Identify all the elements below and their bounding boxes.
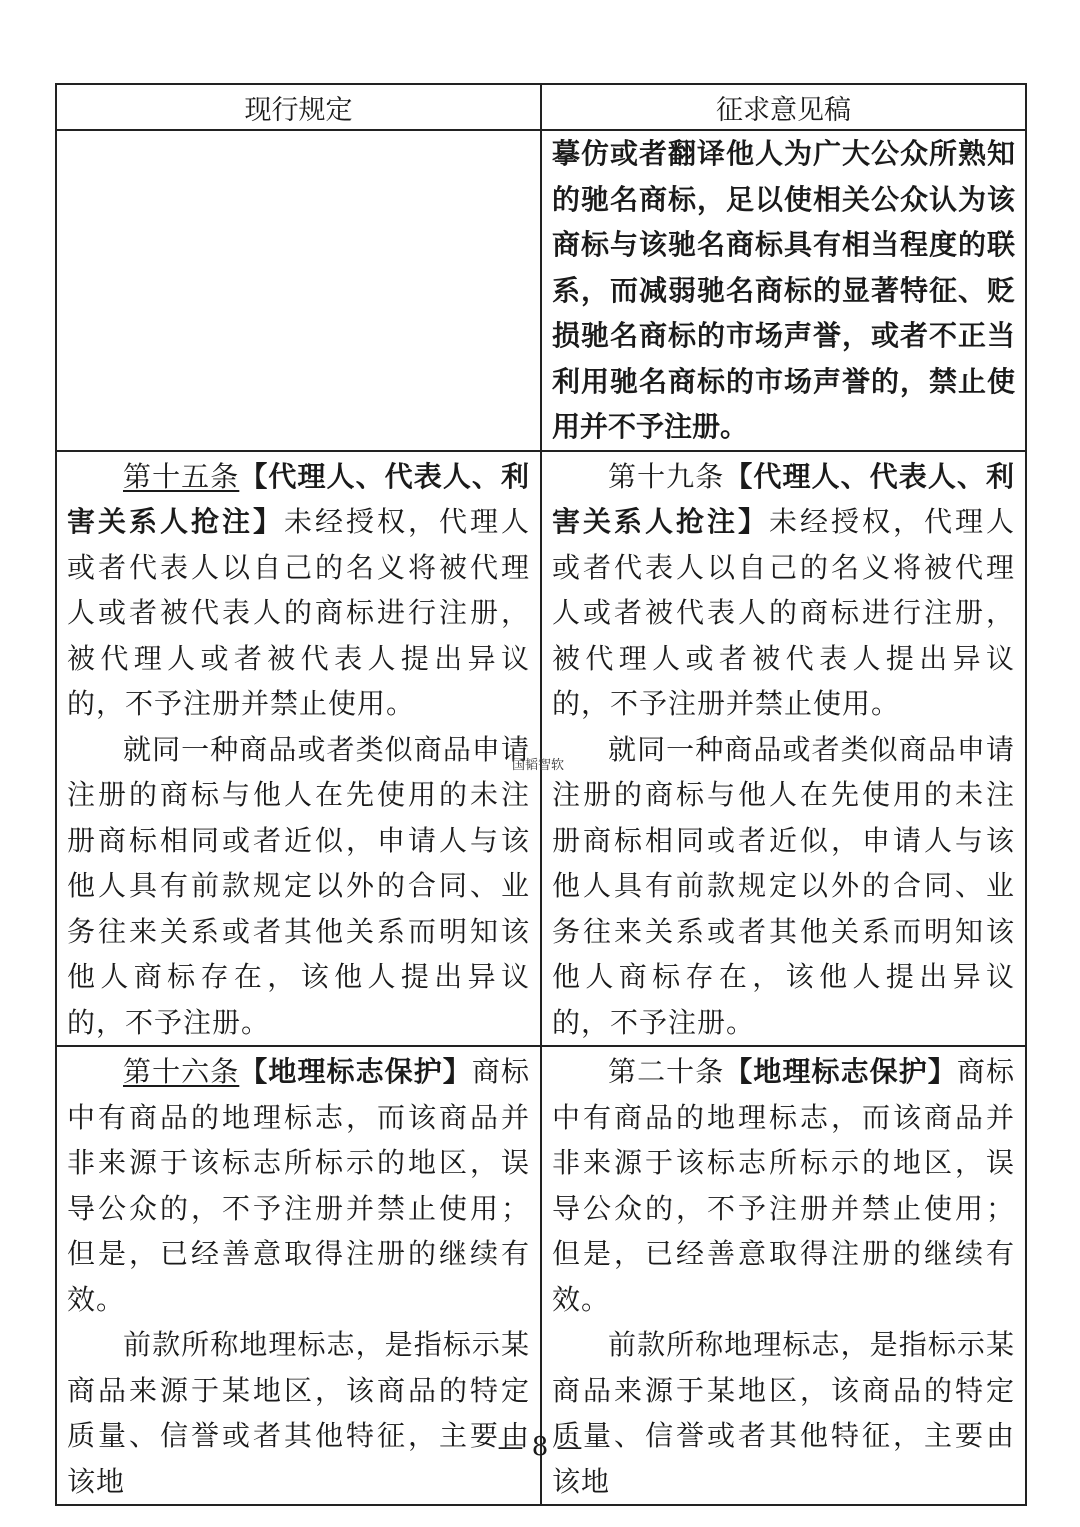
article-title: 【代理人、代表人、利害关系人抢注】 <box>67 459 530 538</box>
article-number: 第二十条 <box>608 1055 725 1088</box>
article-number: 第十五条 <box>123 459 240 493</box>
article-paragraph <box>67 454 530 727</box>
header-current-rules: 现行规定 <box>56 84 541 130</box>
article-paragraph <box>552 1049 1015 1322</box>
article-title: 【地理标志保护】 <box>239 1055 472 1088</box>
article-number: 第十九条 <box>608 459 725 493</box>
article-paragraph-2: 就同一种商品或者类似商品申请注册的商标与他人在先使用的未注册商标相同或者近似，申请人与该他人具有前款规定以外的合同、业务往来关系或者其他关系而明知该他人商标存在，该他人提出异议的，不予注册。 <box>552 732 1015 1039</box>
header-draft: 征求意见稿 <box>541 84 1026 130</box>
article-paragraph-2: 就同一种商品或者类似商品申请注册的商标与他人在先使用的未注册商标相同或者近似，申请人与该他人具有前款规定以外的合同、业务往来关系或者其他关系而明知该他人商标存在，该他人提出异议的，不予注册。 <box>67 732 530 1039</box>
cell-draft-continuation <box>541 130 1026 451</box>
draft-continuation-text: 摹仿或者翻译他人为广大公众所熟知的驰名商标，足以使相关公众认为该商标与该驰名商标具有相当程度的联系，而减弱驰名商标的显著特征、贬损驰名商标的市场声誉，或者不正当利用驰名商标的市场声誉的，禁止使用并不予注册。 <box>552 137 1015 443</box>
article-title: 【地理标志保护】 <box>724 1055 957 1088</box>
cell-current-article-15 <box>56 451 541 1047</box>
article-text: 未经授权，代理人或者代表人以自己的名义将被代理人或者被代表人的商标进行注册，被代理人或者被代表人提出异议的，不予注册并禁止使用。 <box>552 505 1015 720</box>
table-row <box>56 451 1026 1047</box>
article-title: 【代理人、代表人、利害关系人抢注】 <box>552 459 1015 538</box>
article-paragraph <box>67 1049 530 1322</box>
comparison-table <box>55 83 1027 1506</box>
article-text: 未经授权，代理人或者代表人以自己的名义将被代理人或者被代表人的商标进行注册，被代理人或者被代表人提出异议的，不予注册并禁止使用。 <box>67 505 530 720</box>
article-text: 商标中有商品的地理标志，而该商品并非来源于该标志所标示的地区，误导公众的，不予注册并禁止使用；但是，已经善意取得注册的继续有效。 <box>552 1055 1015 1316</box>
article-paragraph-2: 前款所称地理标志，是指标示某商品来源于某地区，该商品的特定质量、信誉或者其他特征，主要由该地 <box>67 1328 530 1498</box>
article-text: 商标中有商品的地理标志，而该商品并非来源于该标志所标示的地区，误导公众的，不予注册并禁止使用；但是，已经善意取得注册的继续有效。 <box>67 1055 530 1316</box>
cell-current-continuation <box>56 130 541 451</box>
table-header-row <box>56 84 1026 130</box>
cell-draft-article-19 <box>541 451 1026 1047</box>
table-row <box>56 130 1026 451</box>
article-paragraph-2: 前款所称地理标志，是指标示某商品来源于某地区，该商品的特定质量、信誉或者其他特征，主要由该地 <box>552 1328 1015 1498</box>
article-number: 第十六条 <box>123 1055 240 1088</box>
watermark: 国韬智软 <box>512 758 565 773</box>
page-number: — 8 — <box>497 1432 583 1462</box>
article-paragraph <box>552 454 1015 727</box>
